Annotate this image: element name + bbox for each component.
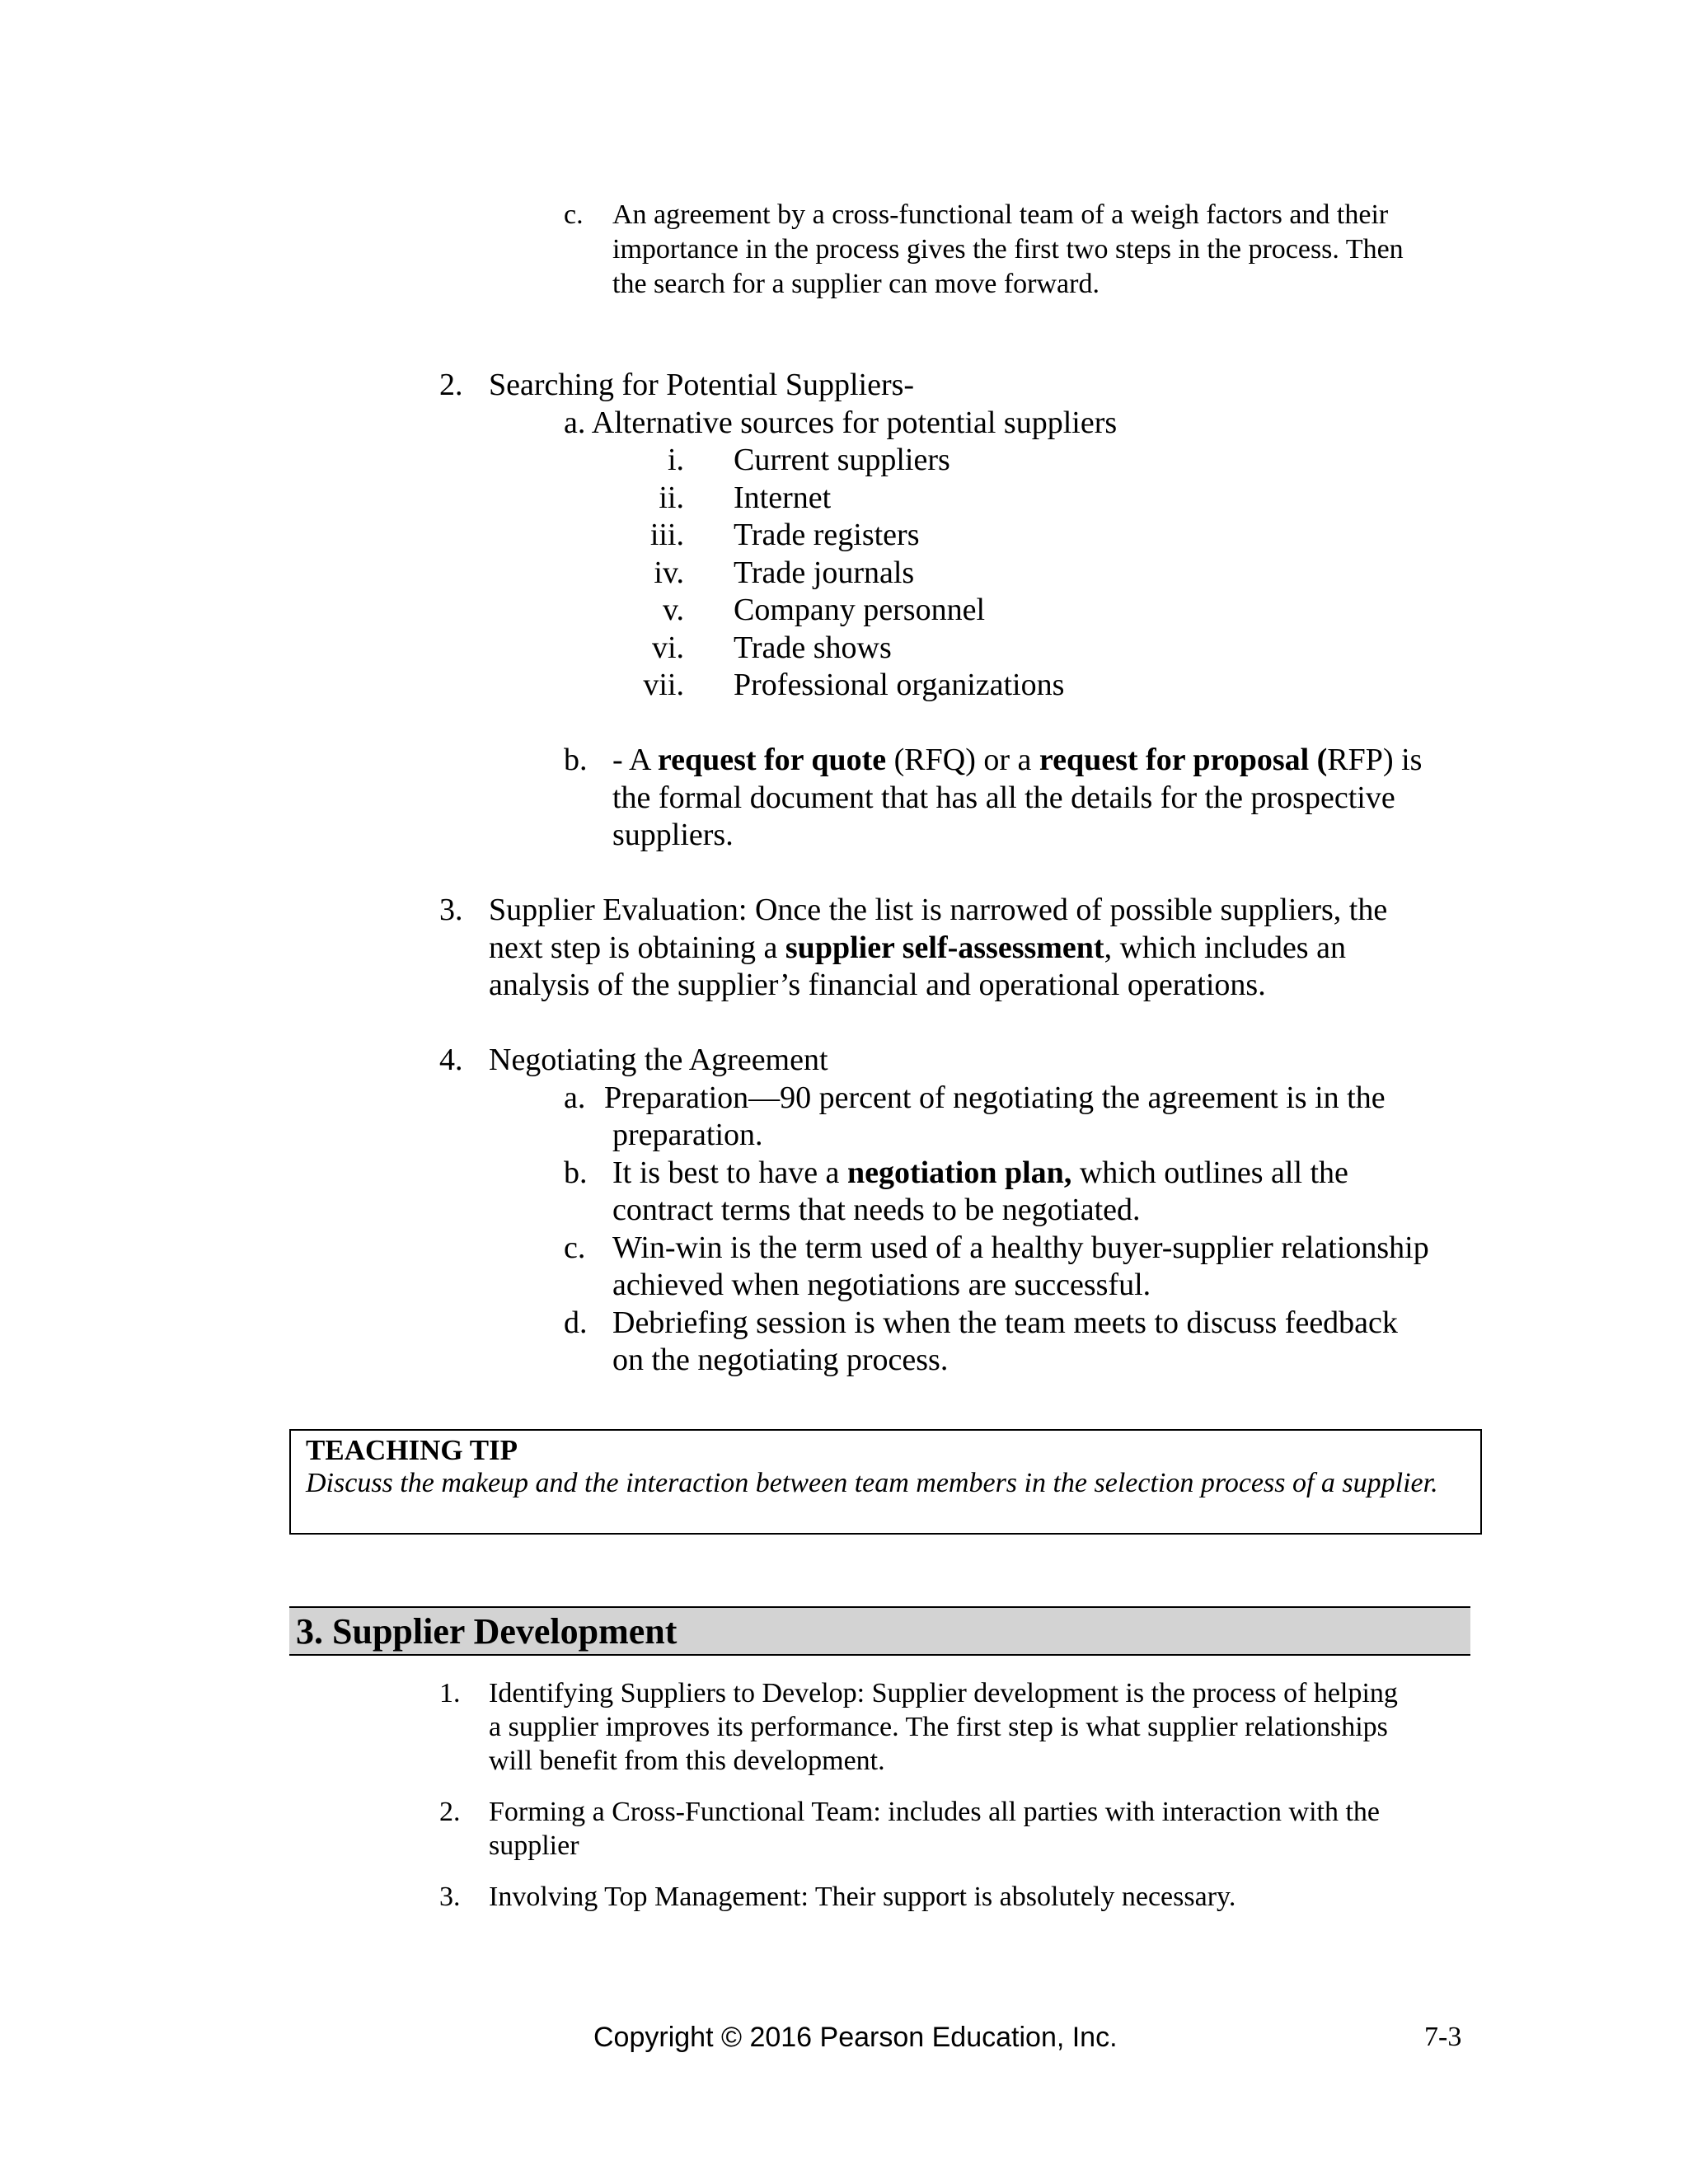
source-item-7: Professional organizations bbox=[734, 668, 1065, 702]
source-item-5: Company personnel bbox=[734, 593, 986, 627]
step-2-sub-a: a. Alternative sources for potential suppliers bbox=[564, 405, 1118, 440]
section-item-2-marker: 2. bbox=[439, 1797, 461, 1827]
section-item-1-marker: 1. bbox=[439, 1678, 461, 1708]
teaching-tip-box bbox=[289, 1429, 1482, 1535]
step-4-d-line-2: on the negotiating process. bbox=[612, 1343, 949, 1377]
step-2-sub-b-marker: b. bbox=[564, 743, 588, 777]
step-4-c-line-2: achieved when negotiations are successful. bbox=[612, 1268, 1151, 1302]
source-item-1: Current suppliers bbox=[734, 443, 950, 477]
section-item-3-marker: 3. bbox=[439, 1882, 461, 1912]
step-4-b-marker: b. bbox=[564, 1155, 588, 1190]
step-3-line-3: analysis of the supplier’s financial and operational operations. bbox=[489, 968, 1266, 1002]
item-c-line-3: the search for a supplier can move forward. bbox=[612, 269, 1100, 299]
section-item-2-line-2: supplier bbox=[489, 1830, 579, 1861]
step-4-b-line-2: contract terms that needs to be negotiated. bbox=[612, 1193, 1141, 1227]
step-2-number: 2. bbox=[439, 368, 463, 402]
step-4-a-marker: a. bbox=[564, 1080, 586, 1115]
source-item-3: Trade registers bbox=[734, 518, 920, 552]
item-c-line-1: An agreement by a cross-functional team of a weigh factors and their bbox=[612, 199, 1389, 230]
step-4-title: Negotiating the Agreement bbox=[489, 1043, 828, 1077]
section-item-1-line-2: a supplier improves its performance. The first step is what supplier relationships bbox=[489, 1712, 1388, 1742]
step-3-line-1: Supplier Evaluation: Once the list is narrowed of possible suppliers, the bbox=[489, 893, 1388, 927]
step-4-d-line-1: Debriefing session is when the team meets to discuss feedback bbox=[612, 1305, 1398, 1340]
step-3-number: 3. bbox=[439, 893, 463, 927]
source-marker-7: vii. bbox=[643, 668, 684, 702]
step-4-number: 4. bbox=[439, 1043, 463, 1077]
step-4-c-line-1: Win-win is the term used of a healthy buyer-supplier relationship bbox=[612, 1230, 1429, 1265]
section-item-1-line-3: will benefit from this development. bbox=[489, 1746, 885, 1776]
step-2-sub-b-line-2: the formal document that has all the details for the prospective bbox=[612, 780, 1395, 815]
source-item-4: Trade journals bbox=[734, 555, 915, 590]
item-c-line-2: importance in the process gives the first two steps in the process. Then bbox=[612, 234, 1404, 265]
step-2-sub-b-line-1: - A request for quote (RFQ) or a request for proposal (RFP) is bbox=[612, 743, 1423, 777]
section-item-1-line-1: Identifying Suppliers to Develop: Supplier development is the process of helping bbox=[489, 1678, 1398, 1708]
section-item-3-line-1: Involving Top Management: Their support is absolutely necessary. bbox=[489, 1882, 1236, 1912]
source-marker-6: vi. bbox=[651, 630, 684, 665]
section-heading: 3. Supplier Development bbox=[296, 1611, 678, 1652]
step-2-sub-b-line-3: suppliers. bbox=[612, 818, 734, 852]
source-marker-1: i. bbox=[667, 443, 684, 477]
item-c-marker: c. bbox=[564, 199, 584, 230]
step-3-line-2: next step is obtaining a supplier self-assessment, which includes an bbox=[489, 930, 1346, 965]
page-number: 7-3 bbox=[1424, 2022, 1462, 2052]
source-marker-2: ii. bbox=[659, 480, 684, 515]
step-4-a-line-1: Preparation—90 percent of negotiating the agreement is in the bbox=[604, 1080, 1386, 1115]
footer-copyright: Copyright © 2016 Pearson Education, Inc. bbox=[593, 2022, 1118, 2053]
teaching-tip-text: Discuss the makeup and the interaction between team members in the selection process of a supplier. bbox=[306, 1468, 1438, 1498]
source-item-6: Trade shows bbox=[734, 630, 892, 665]
teaching-tip-title: TEACHING TIP bbox=[306, 1434, 518, 1466]
step-4-b-line-1: It is best to have a negotiation plan, which outlines all the bbox=[612, 1155, 1348, 1190]
step-4-c-marker: c. bbox=[564, 1230, 586, 1265]
source-item-2: Internet bbox=[734, 480, 832, 515]
step-4-a-line-2: preparation. bbox=[612, 1118, 763, 1152]
source-marker-4: iv. bbox=[654, 555, 684, 590]
step-4-d-marker: d. bbox=[564, 1305, 588, 1340]
section-heading-bar bbox=[289, 1606, 1470, 1656]
source-marker-3: iii. bbox=[649, 518, 684, 552]
step-2-title: Searching for Potential Suppliers- bbox=[489, 368, 915, 402]
source-marker-5: v. bbox=[662, 593, 684, 627]
section-item-2-line-1: Forming a Cross-Functional Team: includes all parties with interaction with the bbox=[489, 1797, 1381, 1827]
